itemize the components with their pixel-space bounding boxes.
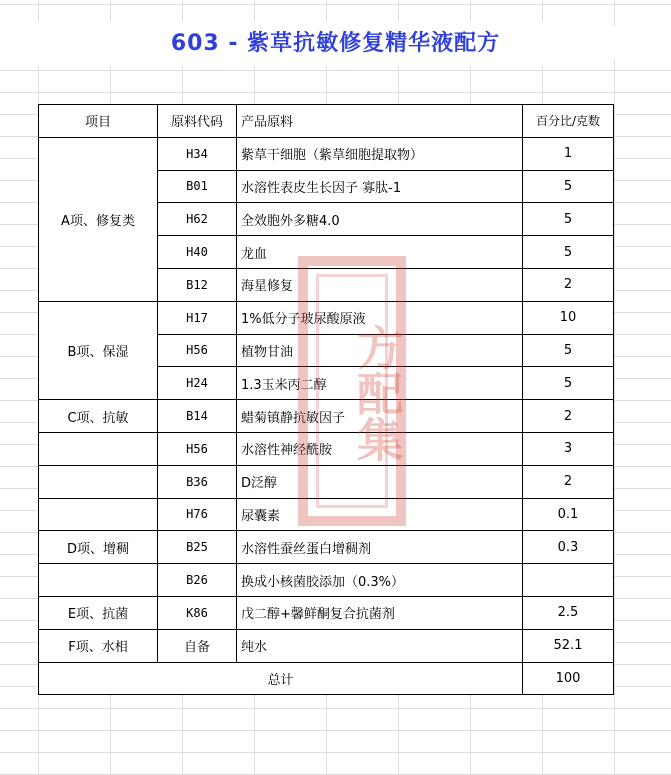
- amount-cell: 5: [523, 367, 614, 400]
- category-cell: F项、水相: [39, 629, 158, 662]
- material-cell: 水溶性神经酰胺: [237, 432, 523, 465]
- amount-cell: 0.3: [523, 531, 614, 564]
- category-cell: [39, 465, 158, 498]
- header-amount: 百分比/克数: [523, 105, 614, 138]
- category-cell: C项、抗敏: [39, 400, 158, 433]
- code-cell: B25: [158, 531, 237, 564]
- category-cell: D项、增稠: [39, 531, 158, 564]
- table-row: [39, 137, 614, 170]
- code-cell: B36: [158, 465, 237, 498]
- table-row: [39, 596, 614, 629]
- category-cell: [39, 498, 158, 531]
- amount-cell: 2: [523, 400, 614, 433]
- category-cell: A项、修复类: [39, 137, 158, 301]
- material-cell: 水溶性蚕丝蛋白增稠剂: [237, 531, 523, 564]
- category-cell: E项、抗菌: [39, 596, 158, 629]
- total-row: [39, 662, 614, 695]
- table-row: [39, 498, 614, 531]
- amount-cell: 52.1: [523, 629, 614, 662]
- material-cell: 戊二醇+馨鲜酮复合抗菌剂: [237, 596, 523, 629]
- amount-cell: 5: [523, 236, 614, 269]
- category-cell: [39, 564, 158, 597]
- amount-cell: 5: [523, 334, 614, 367]
- header-item: 项目: [39, 105, 158, 138]
- code-cell: H62: [158, 203, 237, 236]
- amount-cell: 2: [523, 268, 614, 301]
- code-cell: B26: [158, 564, 237, 597]
- amount-cell: 5: [523, 170, 614, 203]
- code-cell: H76: [158, 498, 237, 531]
- page-title: 603 - 紫草抗敏修复精华液配方: [0, 26, 671, 60]
- table-row: [39, 400, 614, 433]
- header-material: 产品原料: [237, 105, 523, 138]
- total-amount: 100: [523, 662, 614, 695]
- table-row: [39, 629, 614, 662]
- table-row: [39, 432, 614, 465]
- material-cell: 1.3玉米丙二醇: [237, 367, 523, 400]
- code-cell: H17: [158, 301, 237, 334]
- table-row: [39, 531, 614, 564]
- formula-table: [38, 104, 614, 695]
- material-cell: 1%低分子玻尿酸原液: [237, 301, 523, 334]
- code-cell: B14: [158, 400, 237, 433]
- amount-cell: 0.1: [523, 498, 614, 531]
- amount-cell: 3: [523, 432, 614, 465]
- category-cell: B项、保湿: [39, 301, 158, 399]
- material-cell: 换成小核菌胶添加（0.3%）: [237, 564, 523, 597]
- amount-cell: 2.5: [523, 596, 614, 629]
- code-cell: H24: [158, 367, 237, 400]
- amount-cell: 1: [523, 137, 614, 170]
- material-cell: 海星修复: [237, 268, 523, 301]
- total-label: 总计: [39, 662, 523, 695]
- code-cell: H34: [158, 137, 237, 170]
- amount-cell: 2: [523, 465, 614, 498]
- code-cell: H40: [158, 236, 237, 269]
- header-code: 原料代码: [158, 105, 237, 138]
- material-cell: 紫草干细胞（紫草细胞提取物）: [237, 137, 523, 170]
- material-cell: 植物甘油: [237, 334, 523, 367]
- material-cell: 纯水: [237, 629, 523, 662]
- code-cell: B12: [158, 268, 237, 301]
- seal-stamp-text: 方配集: [350, 324, 404, 462]
- code-cell: B01: [158, 170, 237, 203]
- material-cell: 尿囊素: [237, 498, 523, 531]
- category-cell: [39, 432, 158, 465]
- material-cell: D泛醇: [237, 465, 523, 498]
- amount-cell: 5: [523, 203, 614, 236]
- code-cell: H56: [158, 432, 237, 465]
- material-cell: 水溶性表皮生长因子 寡肽-1: [237, 170, 523, 203]
- material-cell: 龙血: [237, 236, 523, 269]
- header-row: [39, 105, 614, 138]
- material-cell: 蜡菊镇静抗敏因子: [237, 400, 523, 433]
- table-row: [39, 301, 614, 334]
- material-cell: 全效胞外多糖4.0: [237, 203, 523, 236]
- table-row: [39, 465, 614, 498]
- amount-cell: [523, 564, 614, 597]
- code-cell: K86: [158, 596, 237, 629]
- amount-cell: 10: [523, 301, 614, 334]
- table-row: [39, 564, 614, 597]
- code-cell: H56: [158, 334, 237, 367]
- code-cell: 自备: [158, 629, 237, 662]
